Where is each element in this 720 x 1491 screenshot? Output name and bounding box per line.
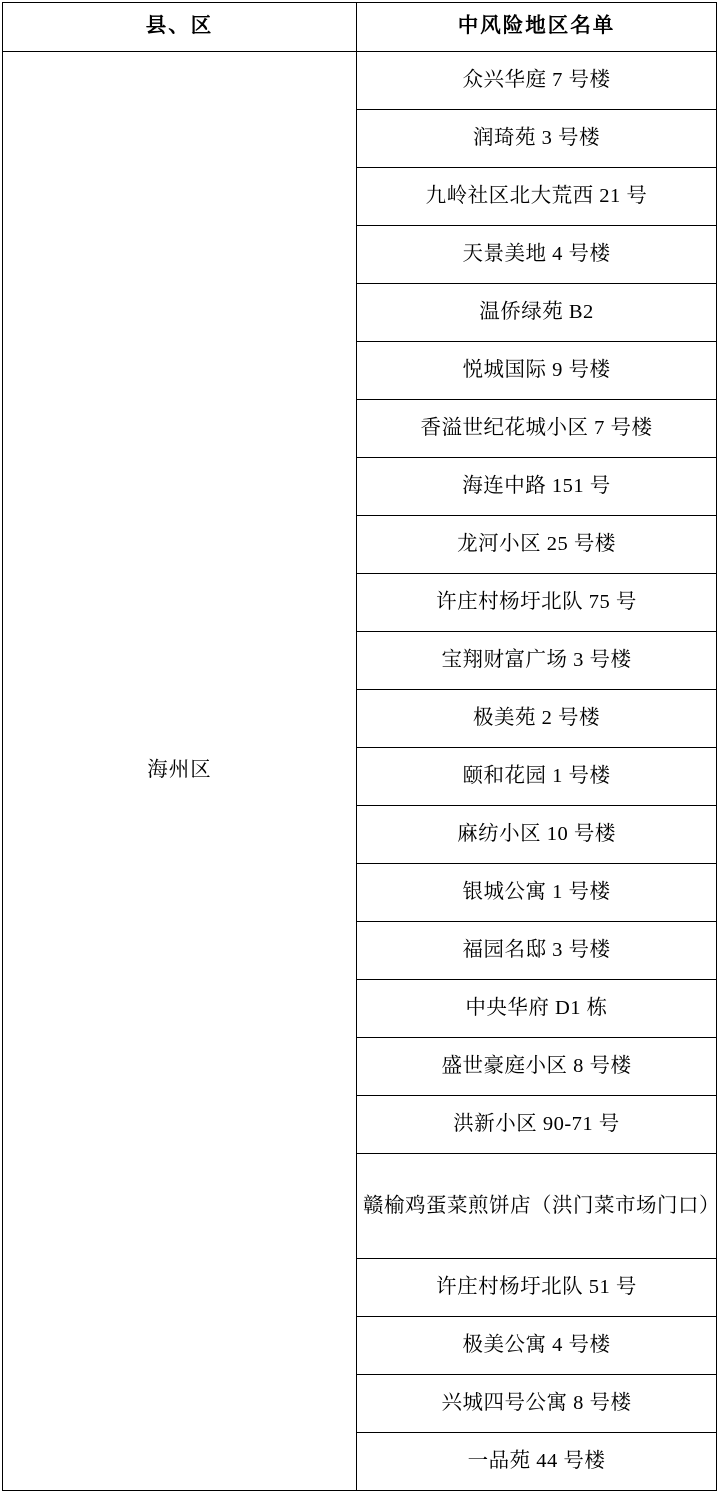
risk-area-item: 许庄村杨圩北队 51 号 xyxy=(357,1259,717,1317)
table-header xyxy=(3,3,717,52)
risk-area-item: 赣榆鸡蛋菜煎饼店（洪门菜市场门口） xyxy=(357,1154,717,1259)
risk-area-item: 银城公寓 1 号楼 xyxy=(357,864,717,922)
district-name-cell: 海州区 xyxy=(3,52,357,1491)
risk-area-item: 天景美地 4 号楼 xyxy=(357,226,717,284)
risk-area-item: 洪新小区 90-71 号 xyxy=(357,1096,717,1154)
risk-area-item: 中央华府 D1 栋 xyxy=(357,980,717,1038)
table-row xyxy=(3,52,717,110)
risk-area-item: 龙河小区 25 号楼 xyxy=(357,516,717,574)
risk-area-item: 九岭社区北大荒西 21 号 xyxy=(357,168,717,226)
risk-area-item: 麻纺小区 10 号楼 xyxy=(357,806,717,864)
risk-area-item: 一品苑 44 号楼 xyxy=(357,1433,717,1491)
risk-area-item: 颐和花园 1 号楼 xyxy=(357,748,717,806)
risk-area-item: 海连中路 151 号 xyxy=(357,458,717,516)
risk-area-item: 盛世豪庭小区 8 号楼 xyxy=(357,1038,717,1096)
risk-area-item: 众兴华庭 7 号楼 xyxy=(357,52,717,110)
risk-area-item: 温侨绿苑 B2 xyxy=(357,284,717,342)
risk-area-item: 兴城四号公寓 8 号楼 xyxy=(357,1375,717,1433)
table-body xyxy=(3,52,720,1491)
document-page xyxy=(0,2,720,1472)
risk-area-item: 福园名邸 3 号楼 xyxy=(357,922,717,980)
risk-area-item: 悦城国际 9 号楼 xyxy=(357,342,717,400)
medium-risk-areas-table xyxy=(2,2,720,1491)
risk-area-item: 许庄村杨圩北队 75 号 xyxy=(357,574,717,632)
risk-area-item: 润琦苑 3 号楼 xyxy=(357,110,717,168)
risk-area-item: 香溢世纪花城小区 7 号楼 xyxy=(357,400,717,458)
column-header-district: 县、区 xyxy=(3,3,357,52)
column-header-list: 中风险地区名单 xyxy=(357,3,717,52)
table-header-row xyxy=(3,3,717,52)
risk-area-item: 极美公寓 4 号楼 xyxy=(357,1317,717,1375)
risk-area-item: 宝翔财富广场 3 号楼 xyxy=(357,632,717,690)
risk-area-item: 极美苑 2 号楼 xyxy=(357,690,717,748)
